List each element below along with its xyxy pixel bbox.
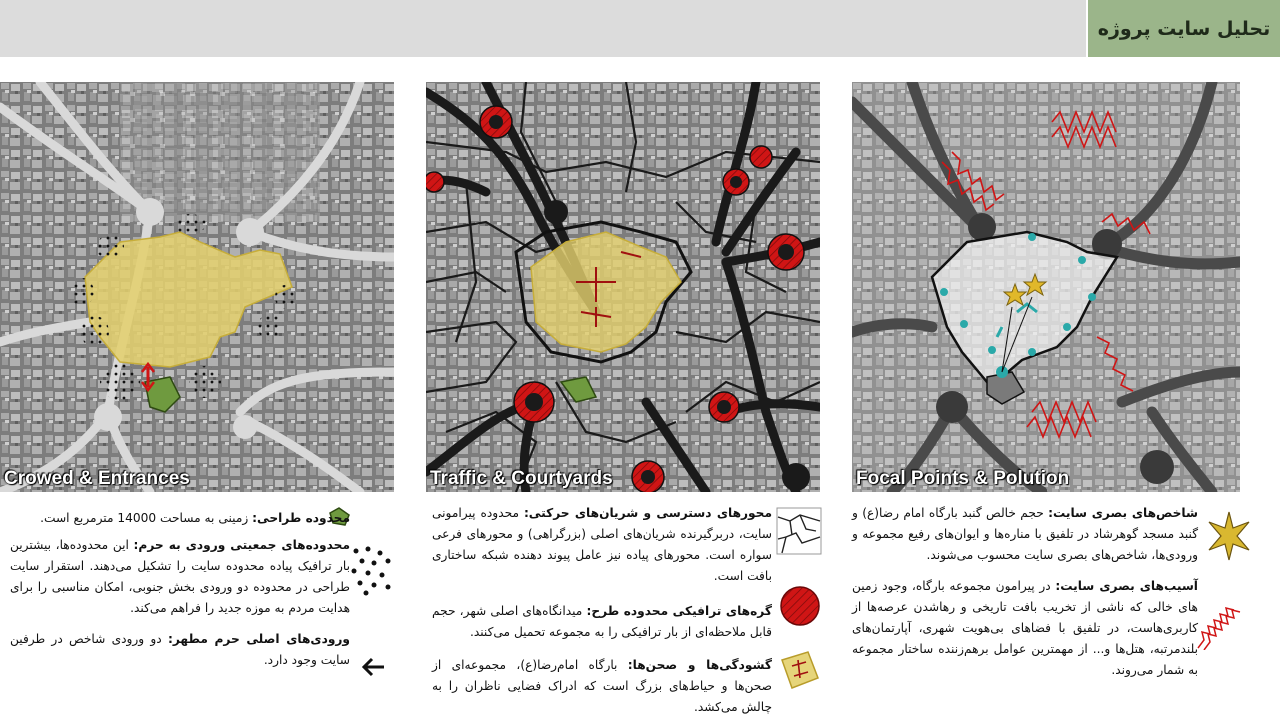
visual-damage-icon xyxy=(1194,588,1246,650)
legend-middle xyxy=(432,503,772,718)
legend-item-text: حجم خالص گنبد بارگاه امام رضا(ع) و گنبد مسجد گوهرشاد در تلفیق با مناره‌ها و ایوان‌های رفیع مجموعه و ورودی‌ها، شاخص‌های بصری سایت محسوب می‌شوند. xyxy=(852,506,1198,562)
legend-item-title: گره‌های ترافیکی محدوده طرح: xyxy=(586,604,772,618)
focal-point-star-icon xyxy=(1205,510,1253,562)
legend-item-title: محورهای دسترسی و شریان‌های حرکتی: xyxy=(523,506,772,520)
legend-item xyxy=(432,655,772,718)
courtyard-icon xyxy=(778,648,822,692)
legend-item xyxy=(852,576,1198,681)
legend-item-text: در پیرامون مجموعه بارگاه، وجود زمین های خالی که ناشی از تخریب بافت تاریخی و رهاشدن عرصه‌ها از کاربری‌هاست، در تلفیق با فضاهای بی‌هویت شهری، آپارتمان‌های بلندمرتبه، هتل‌ها و... از مهمترین عوامل برهم‌زننده ساختار مجموعه به شمار می‌روند. xyxy=(852,579,1198,677)
map-label: Traffic & Courtyards xyxy=(430,468,613,489)
legend-item xyxy=(10,508,350,529)
legend-item-text: بارگاه امام‌رضا(ع)، مجموعه‌ای از صحن‌ها و حیاط‌های بزرگ است که ادراک فضایی ناظران را به چالش می‌کشد. xyxy=(432,658,772,714)
legend-item-text: دو ورودی شاخص در طرفین سایت وجود دارد. xyxy=(10,632,350,667)
legend-right xyxy=(852,503,1198,681)
legend-item xyxy=(432,503,772,587)
legend-item xyxy=(10,629,350,671)
map-focal-pollution xyxy=(852,82,1240,492)
traffic-node-icon xyxy=(779,585,821,627)
legend-item-text: محدوده پیرامونی سایت، دربرگیرنده شریان‌های اصلی (بزرگراهی) و محورهای فرعی سواره است. محورهای پیاده نیز عامل پیوند دهنده شبکه ساختاری بافت است. xyxy=(432,506,772,583)
legend-item xyxy=(432,601,772,643)
legend-item-title: محدوده طراحی: xyxy=(252,511,350,525)
legend-item-text: زمینی به مساحت 14000 مترمربع است. xyxy=(40,511,253,525)
legend-item-title: گشودگی‌ها و صحن‌ها: xyxy=(627,658,773,672)
legend-item-title: محدوده‌های جمعیتی ورودی به حرم: xyxy=(133,538,350,552)
legend-item-title: شاخص‌های بصری سایت: xyxy=(1048,506,1198,520)
legend-left xyxy=(10,508,350,671)
access-network-icon xyxy=(776,507,822,555)
header-bar xyxy=(0,0,1086,57)
legend-item-text: میدانگاه‌های اصلی شهر، حجم قابل ملاحظه‌ای از بار ترافیکی را به مجموعه تحمیل می‌کنند. xyxy=(432,604,772,639)
map-label: Focal Points & Polution xyxy=(856,468,1070,489)
map-crowd-entrances xyxy=(0,82,394,492)
legend-item xyxy=(852,503,1198,566)
entrance-arrow-icon xyxy=(360,655,388,679)
legend-item-title: آسیب‌های بصری سایت: xyxy=(1055,579,1198,593)
map-label: Crowed & Entrances xyxy=(4,468,190,489)
legend-item-text: این محدوده‌ها، بیشترین بار ترافیک پیاده محدوده سایت را تشکیل می‌دهند. استقرار سایت طراحی در محدوده دو ورودی بخش جنوبی، امکان مناسبی را برای هدایت مردم به موزه جدید را فراهم می‌کند. xyxy=(10,538,350,615)
legend-item-title: ورودی‌های اصلی حرم مطهر: xyxy=(167,632,350,646)
map-traffic-courtyards xyxy=(426,82,820,492)
page-title: تحلیل سایت پروژه xyxy=(1088,0,1280,57)
crowd-dots-icon xyxy=(350,545,394,597)
legend-item xyxy=(10,535,350,619)
